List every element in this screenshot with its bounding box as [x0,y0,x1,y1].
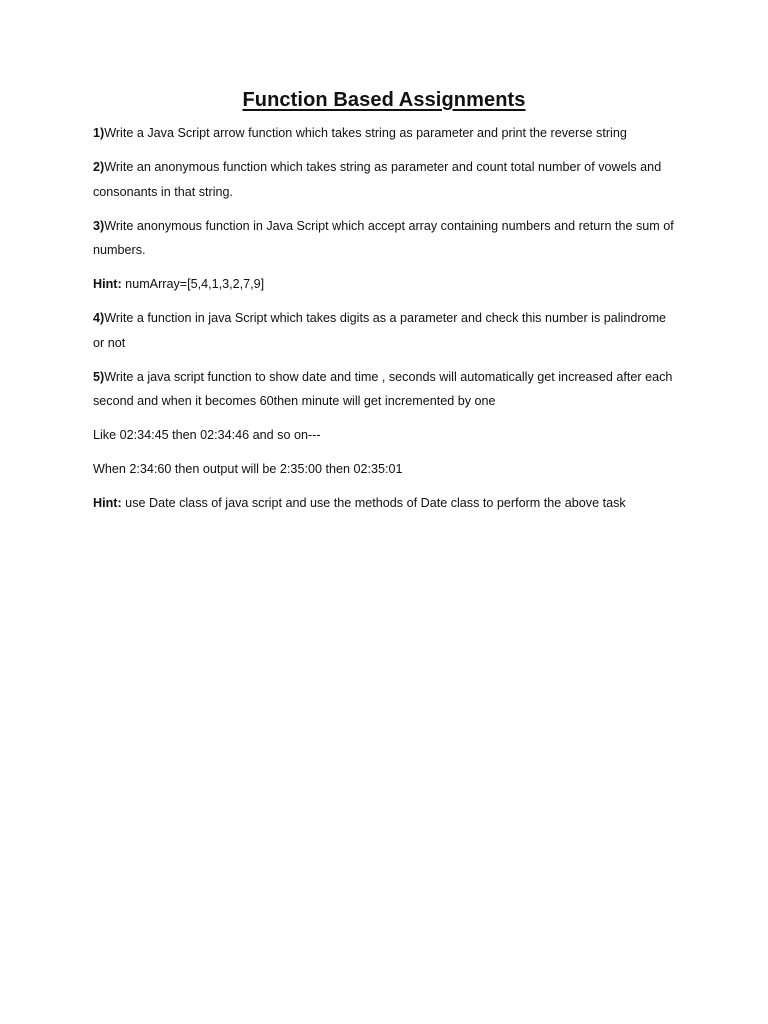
example-text: Like 02:34:45 then 02:34:46 and so on--- [93,428,321,442]
example-text: When 2:34:60 then output will be 2:35:00 then 02:35:01 [93,462,403,476]
item-label: 2) [93,160,105,174]
item-label: 5) [93,369,105,384]
example-line-1 [93,423,678,448]
hint-2 [93,491,678,516]
item-text: Write an anonymous function which takes string as parameter and count total number of vowels and consonants in that string. [93,160,662,199]
item-text: Write a Java Script arrow function which takes string as parameter and print the reverse string [104,126,627,140]
assignment-list [93,121,678,525]
item-label: 3) [93,218,105,233]
assignment-item-5 [93,365,678,414]
hint-label: Hint: [93,277,122,291]
page-title: Function Based Assignments [242,89,526,111]
hint-text: use Date class of java script and use the methods of Date class to perform the above task [121,496,626,510]
item-text: Write anonymous function in Java Script which accept array containing numbers and return the sum of numbers. [93,218,674,257]
hint-text: numArray=[5,4,1,3,2,7,9] [121,277,265,291]
assignment-item-3 [93,214,678,263]
example-line-2 [93,457,678,482]
assignment-item-2 [93,155,678,204]
assignment-item-4 [93,306,678,355]
assignment-item-1 [93,121,678,146]
item-label: 4) [93,311,105,325]
item-label: 1) [93,126,105,140]
hint-label: Hint: [93,496,122,510]
hint-1 [93,272,678,297]
item-text: Write a function in java Script which takes digits as a parameter and check this number is palindrome or not [93,311,667,350]
item-text: Write a java script function to show date and time , seconds will automatically get increased after each second and when it becomes 60then minute will get incremented by one [93,369,673,408]
